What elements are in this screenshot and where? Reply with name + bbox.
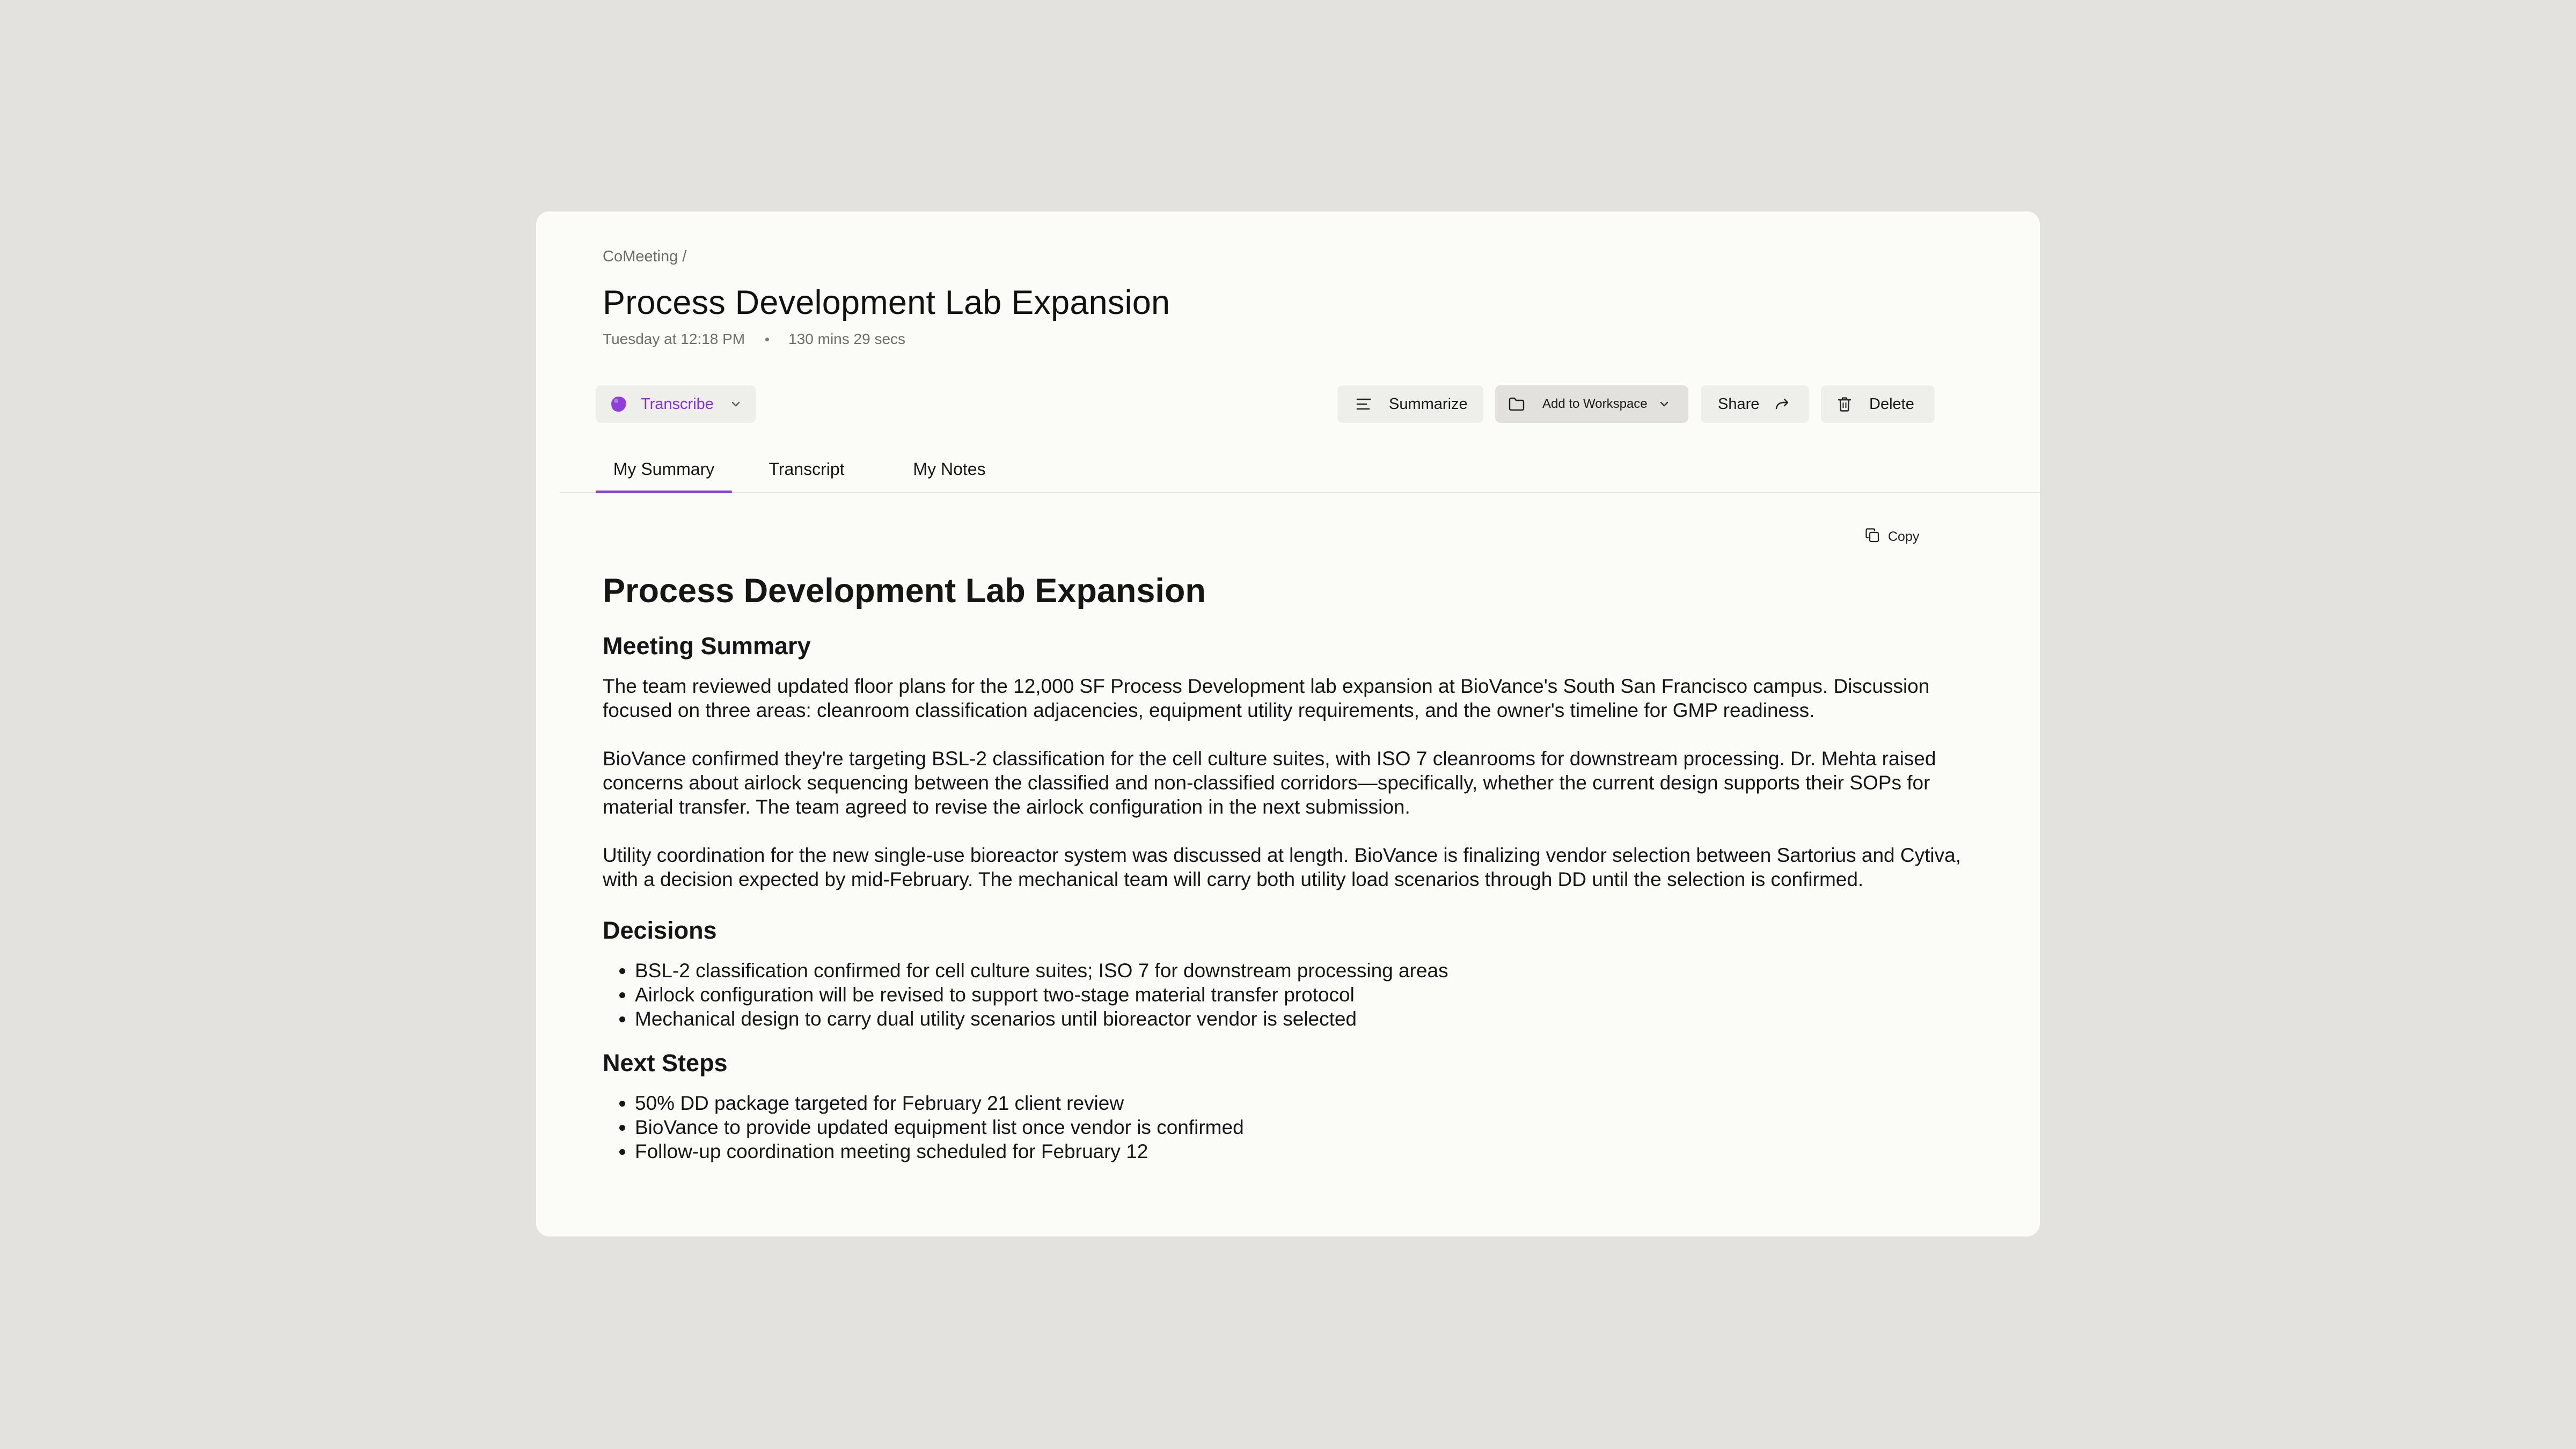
decisions-list [603,958,1993,1031]
share-arrow-icon [1774,397,1790,411]
summary-paragraph: Utility coordination for the new single-use bioreactor system was discussed at length. BioVance is finalizing vendor selection between Sartorius and Cytiva, with a decision expected by mid-February. The mechanical team will carry both utility load scenarios through DD until the selection is confirmed. [603,844,1961,890]
meeting-datetime: Tuesday at 12:18 PM [603,331,745,347]
decision-item: • BSL-2 classification confirmed for cell culture suites; ISO 7 for downstream processing areas [635,958,1993,983]
meeting-summary-heading: Meeting Summary [603,632,811,660]
workspace-label: Add to Workspace [1542,397,1648,411]
meeting-duration: 130 mins 29 secs [788,331,906,347]
summary-paragraph: BioVance confirmed they're targeting BSL-2 classification for the cell culture suites, with ISO 7 cleanrooms for downstream processing. Dr. Mehta raised concerns about airlock sequencing between the classified and non-classified corridors—specifically, whether the current design supports their SOPs for material transfer. The team agreed to revise the airlock configuration in the next submission. [603,748,1936,818]
tab-transcript[interactable]: Transcript [769,459,845,479]
chevron-down-icon [730,398,742,410]
separator-dot [765,338,769,341]
lines-icon [1356,397,1372,412]
summarize-label: Summarize [1389,395,1468,413]
copy-label: Copy [1888,529,1920,544]
chevron-down-icon [1658,398,1670,410]
tab-my-summary[interactable]: My Summary [596,452,732,492]
share-button[interactable] [1701,385,1809,423]
share-label: Share [1718,395,1760,413]
next-steps-list [603,1091,1993,1163]
summary-title: Process Development Lab Expansion [603,572,1206,610]
next-steps-heading: Next Steps [603,1049,728,1077]
copy-icon [1864,527,1880,547]
delete-label: Delete [1869,395,1914,413]
tab-my-notes[interactable]: My Notes [913,459,986,479]
meeting-card [536,211,2040,1236]
page-title: Process Development Lab Expansion [603,284,1170,321]
summary-paragraph: The team reviewed updated floor plans for the 12,000 SF Process Development lab expansion at BioVance's South San Francisco campus. Discussion focused on three areas: cleanroom classification adjacencies, equipment utility requirements, and the owner's timeline for GMP readiness. [603,675,1930,721]
decisions-heading: Decisions [603,917,717,944]
meeting-meta [603,331,905,348]
delete-button[interactable] [1821,385,1935,423]
folder-icon [1508,397,1525,412]
transcribe-button[interactable] [596,385,756,423]
tab-bar [560,452,2040,493]
transcribe-icon [610,395,628,413]
next-step-item: • 50% DD package targeted for February 21 client review [635,1091,1993,1115]
trash-icon [1837,396,1852,412]
transcribe-label: Transcribe [641,395,714,413]
add-to-workspace-button[interactable] [1495,385,1688,423]
next-step-item: • Follow-up coordination meeting scheduled for February 12 [635,1139,1993,1163]
decision-item: • Mechanical design to carry dual utility scenarios until bioreactor vendor is selected [635,1007,1993,1031]
copy-button[interactable] [1864,527,1919,547]
breadcrumb[interactable]: CoMeeting / [603,248,687,265]
summarize-button[interactable] [1337,385,1483,423]
summary-content [603,571,1993,1181]
next-step-item: • BioVance to provide updated equipment list once vendor is confirmed [635,1115,1993,1139]
decision-item: • Airlock configuration will be revised to support two-stage material transfer protocol [635,983,1993,1007]
